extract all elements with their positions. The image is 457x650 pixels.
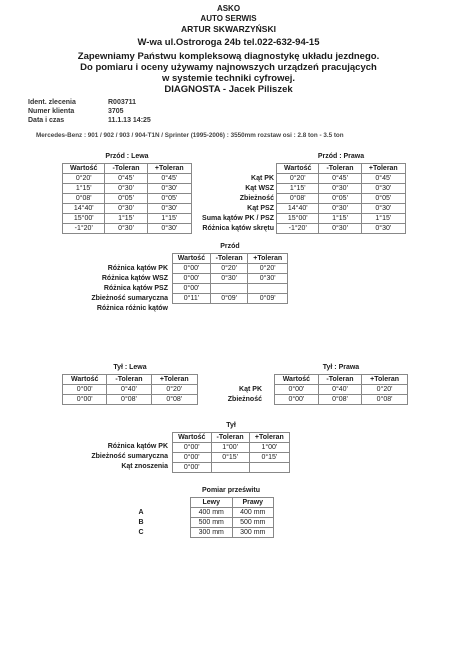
table-cell: 0°08' [277,194,319,204]
label-difference-of-differences: Różnica różnic kątów [96,305,168,312]
front-axle-table [172,253,288,304]
label-sum-camber-kpi: Suma kątów PK / PSZ [202,215,274,222]
table-cell: 500 mm [191,518,233,528]
rear-right-table [274,374,408,405]
rear-left-table [62,374,198,405]
table-cell: 1°15' [361,214,405,224]
rear-axle-table [172,432,290,473]
label-rear-toe: Zbieżność [227,396,262,403]
header-plus-tolerance: +Toleran [362,375,408,385]
table-cell [249,463,289,473]
table-cell: 14°40' [63,204,105,214]
front-axle-title: Przód [220,243,240,250]
table-row [63,224,192,234]
date-row [28,117,151,124]
table-row [63,174,192,184]
label-kpi-difference: Różnica kątów PSZ [103,285,168,292]
rear-left-title: Tył : Lewa [113,364,147,371]
header-value: Wartość [63,375,107,385]
header-minus-tolerance: -Toleran [210,254,248,264]
table-cell: 300 mm [232,528,274,538]
front-measure-labels [196,174,274,234]
date-label: Data i czas [28,117,65,124]
table-row [63,214,192,224]
table-row [277,174,406,184]
header-plus-tolerance: +Toleran [151,375,198,385]
label-thrust-angle: Kąt znoszenia [121,463,168,470]
rear-measure-labels [206,385,262,405]
table-row [173,274,288,284]
table-cell: 0°30' [105,204,147,214]
date-value: 11.1.13 14:25 [108,117,151,124]
address-line: W-wa ul.Ostroroga 24b tel.022-632-94-15 [137,37,320,48]
table-cell: 15°00' [63,214,105,224]
label-camber-difference: Różnica kątów PK [107,265,168,272]
table-row [63,385,198,395]
label-caster: Kąt WSZ [245,185,274,192]
table-cell: 0°45' [105,174,147,184]
label-toe: Zbieżność [239,195,274,202]
table-cell: 0°45' [361,174,405,184]
table-cell [248,284,288,294]
table-cell: 0°00' [173,284,211,294]
table-cell: 0°30' [361,224,405,234]
table-cell: 0°30' [319,224,361,234]
table-cell: 0°00' [63,395,107,405]
label-rear-camber-difference: Różnica kątów PK [107,443,168,450]
table-cell: 0°20' [210,264,248,274]
table-cell: 400 mm [232,508,274,518]
label-caster-difference: Różnica kątów WSZ [101,275,168,282]
table-cell: 0°40' [318,385,361,395]
table-cell: 0°00' [173,264,211,274]
header-minus-tolerance: -Toleran [105,164,147,174]
table-cell: 0°30' [147,204,191,214]
header-plus-tolerance: +Toleran [248,254,288,264]
table-cell: 0°00' [173,274,211,284]
table-row [63,395,198,405]
owner-name: ARTUR SKWARZYŃSKI [181,24,276,34]
table-cell: 0°30' [319,184,361,194]
table-cell: 1°15' [105,214,147,224]
table-cell: 0°40' [107,385,151,395]
table-cell: 0°08' [151,395,198,405]
company-name: ASKO [216,4,241,13]
table-cell: 0°00' [173,453,212,463]
header-plus-tolerance: +Toleran [147,164,191,174]
table-cell: 0°30' [248,274,288,284]
table-cell: 0°08' [63,194,105,204]
label-total-toe: Zbieżność sumaryczna [91,295,168,302]
header-plus-tolerance: +Toleran [361,164,405,174]
table-row [173,463,290,473]
label-a: A [138,509,144,516]
table-cell: 0°30' [105,184,147,194]
clearance-title: Pomiar prześwitu [202,487,260,494]
order-id-label: Ident. zlecenia [28,99,76,106]
table-cell: 0°20' [248,264,288,274]
clearance-row-labels [136,508,146,538]
header-value: Wartość [63,164,105,174]
table-cell: 0°30' [361,204,405,214]
client-number-label: Numer klienta [28,108,75,115]
header-value: Wartość [173,254,211,264]
client-number-value: 3705 [108,108,124,115]
header-value: Wartość [275,375,319,385]
table-cell: -1°20' [63,224,105,234]
table-cell: 1°15' [63,184,105,194]
rear-right-title: Tył : Prawa [322,364,360,371]
table-cell: 500 mm [232,518,274,528]
promo-line-1: Zapewniamy Państwu kompleksową diagnostykę układu jezdnego. [77,51,380,62]
table-cell: 0°20' [362,385,408,395]
table-cell [211,463,249,473]
table-cell: 0°09' [248,294,288,304]
table-cell: 15°00' [277,214,319,224]
table-row [63,204,192,214]
label-camber: Kąt PK [251,175,274,182]
header-minus-tolerance: -Toleran [319,164,361,174]
table-cell: 0°20' [63,174,105,184]
header-minus-tolerance: -Toleran [107,375,151,385]
table-cell: 0°15' [249,453,289,463]
table-cell: 400 mm [191,508,233,518]
table-cell: 1°00' [211,443,249,453]
table-row [191,508,274,518]
header-left: Lewy [191,498,233,508]
label-turning-difference: Różnica kątów skrętu [202,225,274,232]
table-cell: 0°45' [147,174,191,184]
front-left-title: Przód : Lewa [105,153,149,160]
promo-line-2: Do pomiaru i oceny używamy najnowszych urządzeń pracujących [80,62,377,73]
rear-axle-labels [60,442,168,472]
table-cell: 0°00' [275,385,319,395]
table-cell: 0°30' [147,184,191,194]
table-row [173,453,290,463]
table-cell: 1°00' [249,443,289,453]
table-cell: 0°08' [318,395,361,405]
table-row [277,194,406,204]
table-cell: 0°00' [63,385,107,395]
table-cell: 0°05' [361,194,405,204]
order-id-row [28,99,136,106]
label-rear-total-toe: Zbieżność sumaryczna [91,453,168,460]
table-cell: 300 mm [191,528,233,538]
table-cell: 0°05' [105,194,147,204]
label-c: C [138,529,144,536]
table-row [173,284,288,294]
table-row [191,518,274,528]
front-right-table [276,163,406,234]
promo-line-3: w systemie techniki cyfrowej. [161,73,296,84]
header-minus-tolerance: -Toleran [318,375,361,385]
clearance-table [190,497,274,538]
table-cell: 0°08' [362,395,408,405]
header-value: Wartość [173,433,212,443]
rear-axle-title: Tył [226,422,236,429]
company-subtitle: AUTO SERWIS [200,14,257,23]
table-row [277,214,406,224]
table-cell: 0°30' [210,274,248,284]
table-cell: 0°20' [151,385,198,395]
table-row [173,443,290,453]
table-cell: 0°11' [173,294,211,304]
table-cell: 0°20' [277,174,319,184]
vehicle-spec: Mercedes-Benz : 901 / 902 / 903 / 904-T1N / Sprinter (1995-2006) : 3550mm rozstaw osi : 2.8 ton - 3.5 ton [36,132,344,139]
table-cell: 0°09' [210,294,248,304]
diagnostician: DIAGNOSTA - Jacek Piliszek [164,84,293,95]
table-row [275,395,408,405]
header-minus-tolerance: -Toleran [211,433,249,443]
table-cell: 0°30' [147,224,191,234]
table-cell: 0°08' [107,395,151,405]
header-value: Wartość [277,164,319,174]
label-rear-camber: Kąt PK [239,386,262,393]
table-row [173,264,288,274]
table-cell: 14°40' [277,204,319,214]
table-row [277,184,406,194]
table-cell: 0°05' [147,194,191,204]
label-b: B [138,519,144,526]
table-row [277,224,406,234]
front-left-table [62,163,192,234]
table-row [173,294,288,304]
table-cell: -1°20' [277,224,319,234]
order-id-value: R003711 [108,99,137,106]
table-cell: 1°15' [147,214,191,224]
client-number-row [28,108,124,115]
label-kpi: Kąt PSZ [247,205,274,212]
table-cell: 0°15' [211,453,249,463]
table-row [277,204,406,214]
table-cell: 0°30' [319,204,361,214]
header-plus-tolerance: +Toleran [249,433,289,443]
table-row [275,385,408,395]
header-right: Prawy [232,498,274,508]
table-cell: 0°30' [105,224,147,234]
table-row [191,528,274,538]
table-cell: 0°00' [275,395,319,405]
table-cell: 0°30' [361,184,405,194]
table-cell: 1°15' [319,214,361,224]
front-axle-labels [60,264,168,314]
table-row [63,194,192,204]
table-cell: 0°05' [319,194,361,204]
front-right-title: Przód : Prawa [317,153,365,160]
table-cell: 1°15' [277,184,319,194]
table-cell [210,284,248,294]
table-cell: 0°45' [319,174,361,184]
table-row [63,184,192,194]
table-cell: 0°00' [173,463,212,473]
table-cell: 0°00' [173,443,212,453]
